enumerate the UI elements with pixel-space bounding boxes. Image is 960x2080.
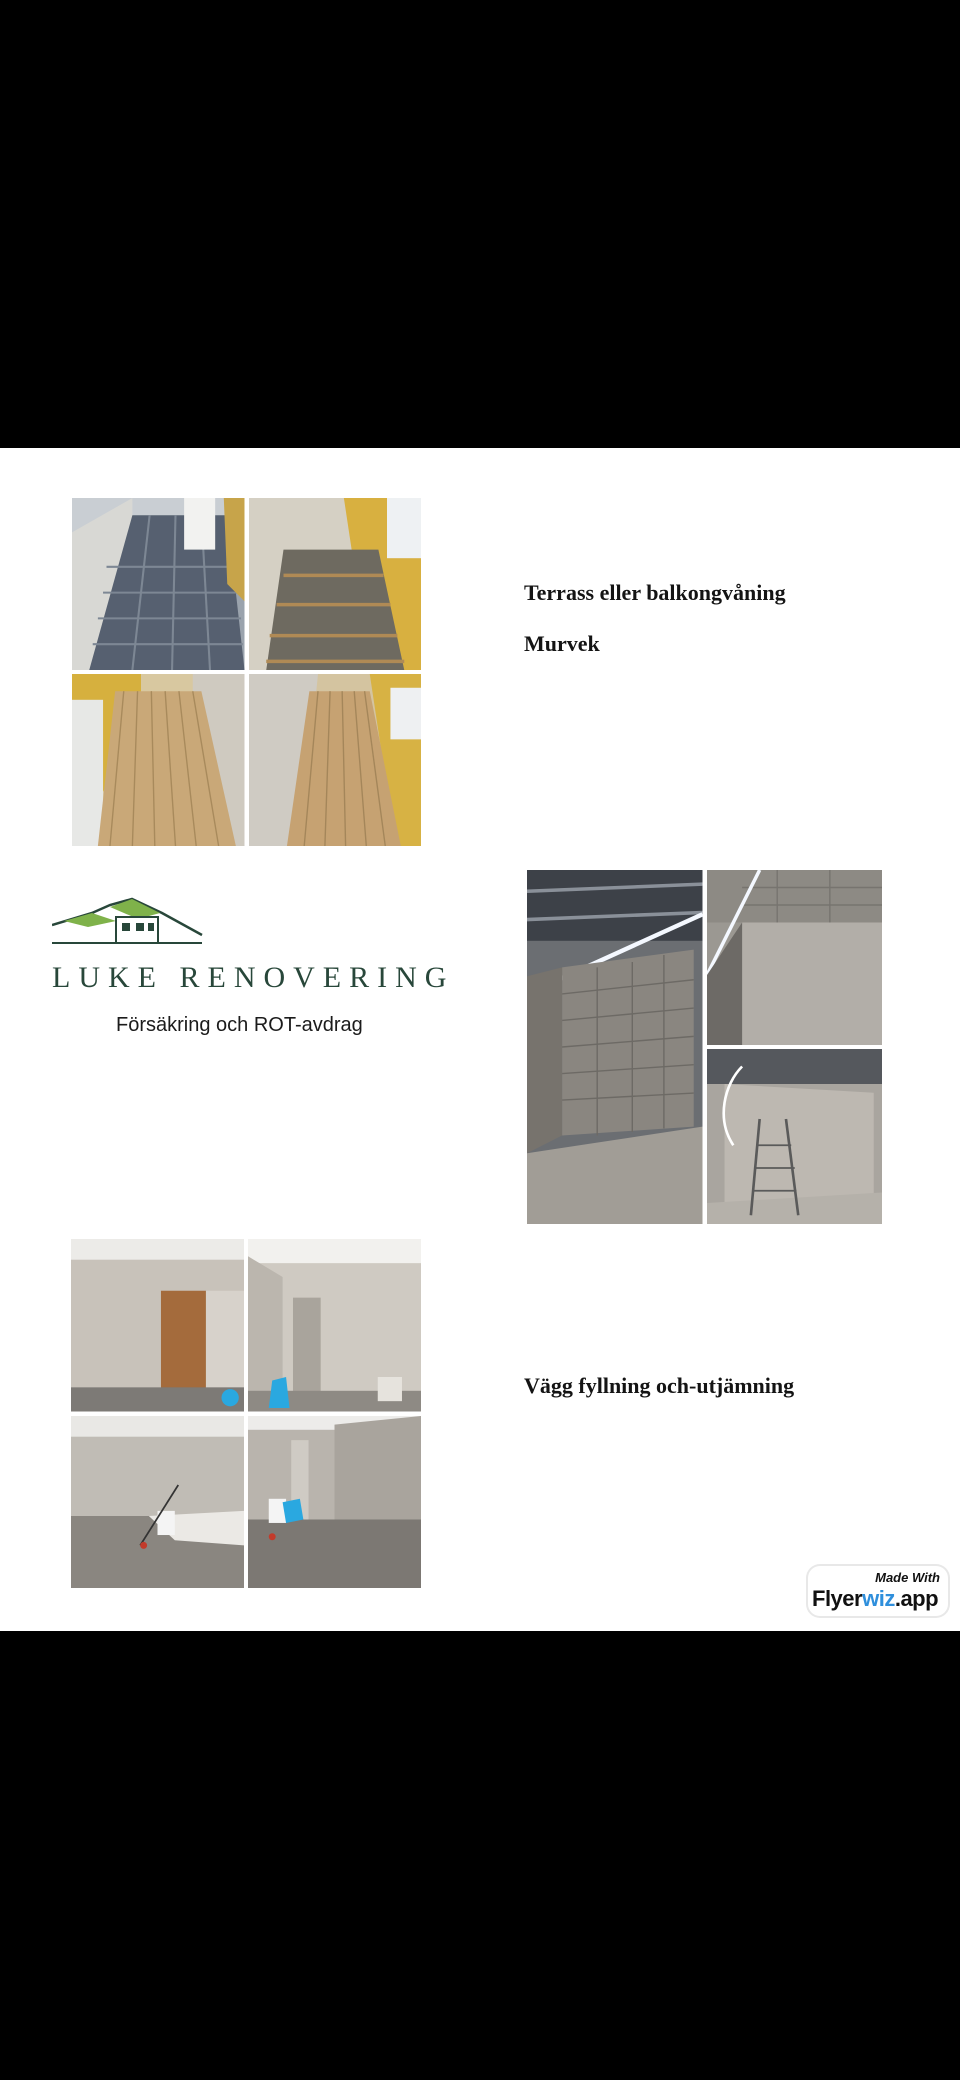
balcony-photo-new-deck bbox=[72, 674, 245, 846]
flyer bbox=[0, 448, 960, 1631]
tagline: Försäkring och ROT-avdrag bbox=[116, 1014, 363, 1036]
made-with-flyerwiz-badge bbox=[808, 1566, 948, 1616]
masonry-photo-plastered-wall bbox=[707, 870, 883, 1045]
balcony-photo-finished bbox=[249, 674, 422, 846]
balcony-photo-before bbox=[72, 498, 245, 670]
balcony-photo-stripped bbox=[249, 498, 422, 670]
walls-photo-doorway bbox=[248, 1239, 421, 1412]
company-logo bbox=[50, 895, 480, 1015]
masonry-photo-grid bbox=[527, 870, 882, 1224]
walls-photo-room-floor bbox=[71, 1416, 244, 1589]
terrace-heading: Terrass eller balkongvåning bbox=[524, 580, 786, 605]
flyerwiz-logo: Flyerwiz.app bbox=[812, 1586, 939, 1611]
walls-photo-corner bbox=[248, 1416, 421, 1589]
walls-photo-sauna bbox=[71, 1239, 244, 1412]
walls-photo-grid bbox=[71, 1239, 421, 1588]
walls-heading: Vägg fyllning och-utjämning bbox=[524, 1373, 795, 1398]
masonry-photo-ladder bbox=[707, 1049, 883, 1224]
balcony-photo-grid bbox=[72, 498, 421, 846]
company-name: LUKE RENOVERING bbox=[52, 961, 455, 994]
masonry-photo-block-wall bbox=[527, 870, 703, 1224]
made-with-label: Made With bbox=[875, 1570, 940, 1585]
house-roofline-icon bbox=[52, 895, 222, 955]
masonry-heading: Murvek bbox=[524, 631, 600, 656]
